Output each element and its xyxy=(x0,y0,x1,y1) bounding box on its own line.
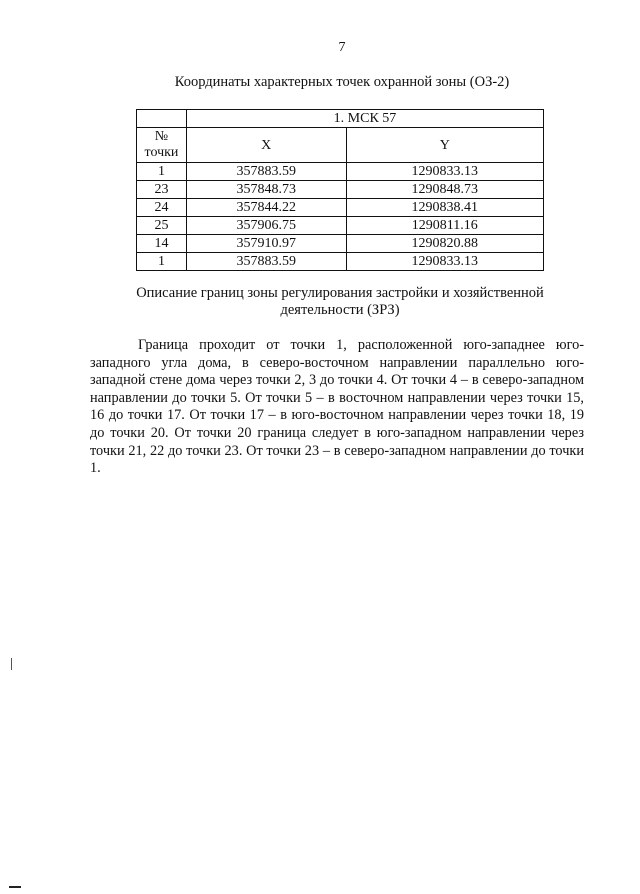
cell-num: 24 xyxy=(137,199,187,217)
section-heading: Описание границ зоны регулирования застройки и хозяйственной деятельности (ЗРЗ) xyxy=(136,285,544,318)
cell-y: 1290838.41 xyxy=(346,199,543,217)
cell-x: 357844.22 xyxy=(186,199,346,217)
cell-num: 1 xyxy=(137,163,187,181)
y-column-header: Y xyxy=(346,128,543,163)
cell-num: 1 xyxy=(137,253,187,271)
x-column-header: X xyxy=(186,128,346,163)
scan-artifact xyxy=(11,658,12,670)
boundary-description: Граница проходит от точки 1, расположенной юго-западнее юго-западного угла дома, в северо-восточном направлении параллельно юго-западной стене дома через точки 2, 3 до точки 4. От точки 4 – в северо-западном направлении до точки 5. От точки 5 – в восточном направлении через точки 15, 16 до точки 17. От точки 17 – в юго-восточном направлении через точки 18, 19 до точки 20. От точки 20 граница следует в юго-западном направлении через точки 21, 22 до точки 23. От точки 23 – в северо-западном направлении до точки 1. xyxy=(90,337,584,477)
table-body xyxy=(137,163,544,271)
cell-y: 1290820.88 xyxy=(346,235,543,253)
table-row xyxy=(137,199,544,217)
cell-y: 1290833.13 xyxy=(346,163,543,181)
cell-num: 25 xyxy=(137,217,187,235)
point-number-header: № точки xyxy=(137,128,187,163)
table-row xyxy=(137,217,544,235)
scan-artifact xyxy=(9,886,21,888)
cell-y: 1290848.73 xyxy=(346,181,543,199)
table-column-header-row xyxy=(137,128,544,163)
table-title: Координаты характерных точек охранной зоны (ОЗ-2) xyxy=(174,74,510,90)
table-header-row xyxy=(137,110,544,128)
table-row xyxy=(137,235,544,253)
cell-x: 357883.59 xyxy=(186,253,346,271)
table-row xyxy=(137,253,544,271)
coordinate-system-header: 1. МСК 57 xyxy=(186,110,543,128)
cell-x: 357906.75 xyxy=(186,217,346,235)
cell-y: 1290811.16 xyxy=(346,217,543,235)
cell-num: 14 xyxy=(137,235,187,253)
cell-y: 1290833.13 xyxy=(346,253,543,271)
cell-num: 23 xyxy=(137,181,187,199)
table-row xyxy=(137,181,544,199)
page-number: 7 xyxy=(338,40,346,55)
coordinates-table xyxy=(136,109,544,271)
cell-x: 357910.97 xyxy=(186,235,346,253)
cell-x: 357848.73 xyxy=(186,181,346,199)
cell-x: 357883.59 xyxy=(186,163,346,181)
table-row xyxy=(137,163,544,181)
